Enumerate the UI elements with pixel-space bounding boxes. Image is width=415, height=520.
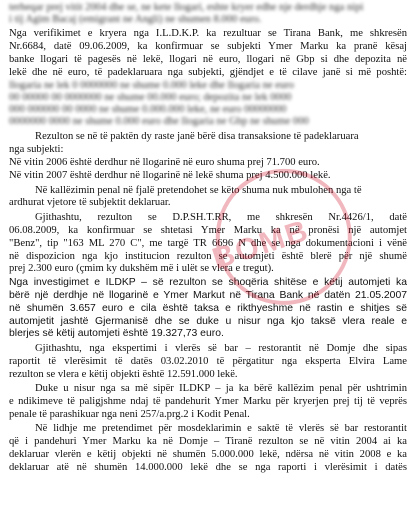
watermark-text: BOMB <box>208 213 314 276</box>
text-line: Gjithashtu, nga ekspertimi i vlerës së bar – restorantit në Domje dhe sipas <box>35 343 407 354</box>
text-line: "Benz", tip "163 ML 270 C", me targë TR 6696 N dhe se nga dokumentacioni i vënë <box>9 238 407 249</box>
text-line: Gjithashtu, rezulton se D.P.SH.T.RR, me shkresën Nr.4426/1, datë <box>35 212 407 223</box>
text-line: 000 000000 00 0000 ne shume 0.000.000 leke, ne euro 00000000 <box>9 104 287 115</box>
text-line: automjetit jashtë Gjermanisë dhe se duke u nisur nga kjo taksë vlera reale e <box>9 316 407 327</box>
text-line: i tij Agim Bacaj (emigrant ne Angli) ne shumen 8.000 euro. <box>9 14 262 25</box>
text-line: Rezulton se në të paktën dy raste janë bërë disa transaksione të padeklaruara <box>35 131 359 142</box>
text-line: llogaria ne lek 0 0000000 ne shume 0.000 leke dhe llogaria ne euro <box>9 80 295 91</box>
text-line: rezulton se vlera e këtij objekti është 12.591.000 lekë. <box>9 369 238 380</box>
text-line: e ndikimeve të paligjshme ndaj të pandehurit Ymer Marku për kryerjen prej tij të veprës <box>9 396 407 407</box>
text-line: Në vitin 2006 është derdhur në llogarinë në euro shuma prej 71.700 euro. <box>9 157 320 168</box>
text-line: Duke u nisur nga sa më sipër ILDKP – ja ka bërë kallëzim penal për ushtrimin <box>35 383 407 394</box>
text-line: Në lidhje me pretendimet për mosdeklarimin e saktë të vlerës së bar restorantit <box>35 423 407 434</box>
text-line: 00 00000 00 0000000 ne shume 00.000 euro; depozita ne lek 0000 <box>9 92 292 103</box>
text-line: terheqar prej vitit 2004 dhe se, ne kete llogari, eshte kryer edhe nje derdhje nga nipi <box>9 2 364 13</box>
text-line: Nga verifikimet e kryera nga I.L.D.K.P. ka rezultuar se Tirana Bank, me shkresën <box>9 28 407 39</box>
text-line: bërë një derdhje në llogarinë e Ymer Markut në Tirana Bank në datën 21.05.2007 <box>9 290 407 301</box>
text-line: që i pandehuri Ymer Marku ka në Domje – Tiranë rezulton se në vitin 2004 ai ka <box>9 436 407 447</box>
text-line: 06.08.2009, ka konfirmuar se shtetasi Ymer Marku ka në pronësi një automjet <box>9 225 407 236</box>
text-line: Nga investigimet e ILDKP – së rezulton se shoqëria shitëse e këtij automjeti ka <box>9 277 407 288</box>
text-line: Në kallëzimin penal në fjalë pretendohet se këto shuma nuk mbulohen nga të <box>35 185 362 196</box>
text-line: lekë dhe në euro, të padeklaruara nga subjekti, gjëndjet e të cilave janë si më poshtë: <box>9 67 407 78</box>
text-line: penale të parashikuar nga neni 257/a.prg.2 i Kodit Penal. <box>9 409 250 420</box>
text-line: prej 2.300 euro (çmim ky dukshëm më i ulët se vlera e tregut). <box>9 263 274 274</box>
text-line: Në vitin 2007 është derdhur në llogarinë në lekë shuma prej 4.500.000 lekë. <box>9 170 331 181</box>
text-line: në shumën 3.657 euro e cila është taksa e rikthyeshme në rastin e shitjes së <box>9 303 407 314</box>
text-line: deklaruar atë në shumën 14.000.000 lekë dhe se nga raporti i vlerësimit i datës <box>9 462 407 473</box>
text-line: deklaruar vlerën e këtij objekti në shumën 5.000.000 lekë, ndërsa në vitin 2008 e ka <box>9 449 407 460</box>
text-line: në dispozicion nga kjo institucion rezulton se automjeti është blerë për një shumë <box>9 251 407 262</box>
text-line: raportit të vlerësimit të datës 03.02.2010 të përgatitur nga eksperta Elvira Lame <box>9 356 407 367</box>
text-line: nga subjekti: <box>9 144 64 155</box>
text-line: Nr.6684, datë 09.06.2009, ka konfirmuar se subjekti Ymer Marku ka pranë kësaj <box>9 41 407 52</box>
text-line: banke llogari të pagesës në lekë, llogari në euro, llogari në Gbp si dhe depozita në <box>9 54 407 65</box>
text-line: 0000000 0000 ne shume 0.000 euro dhe llogaria ne Gbp ne shume 000 <box>9 116 309 127</box>
text-line: ardhurat vjetore të subjektit deklaruar. <box>9 197 171 208</box>
text-line: blerjes së këtij automjeti është 19.327,73 euro. <box>9 328 224 339</box>
